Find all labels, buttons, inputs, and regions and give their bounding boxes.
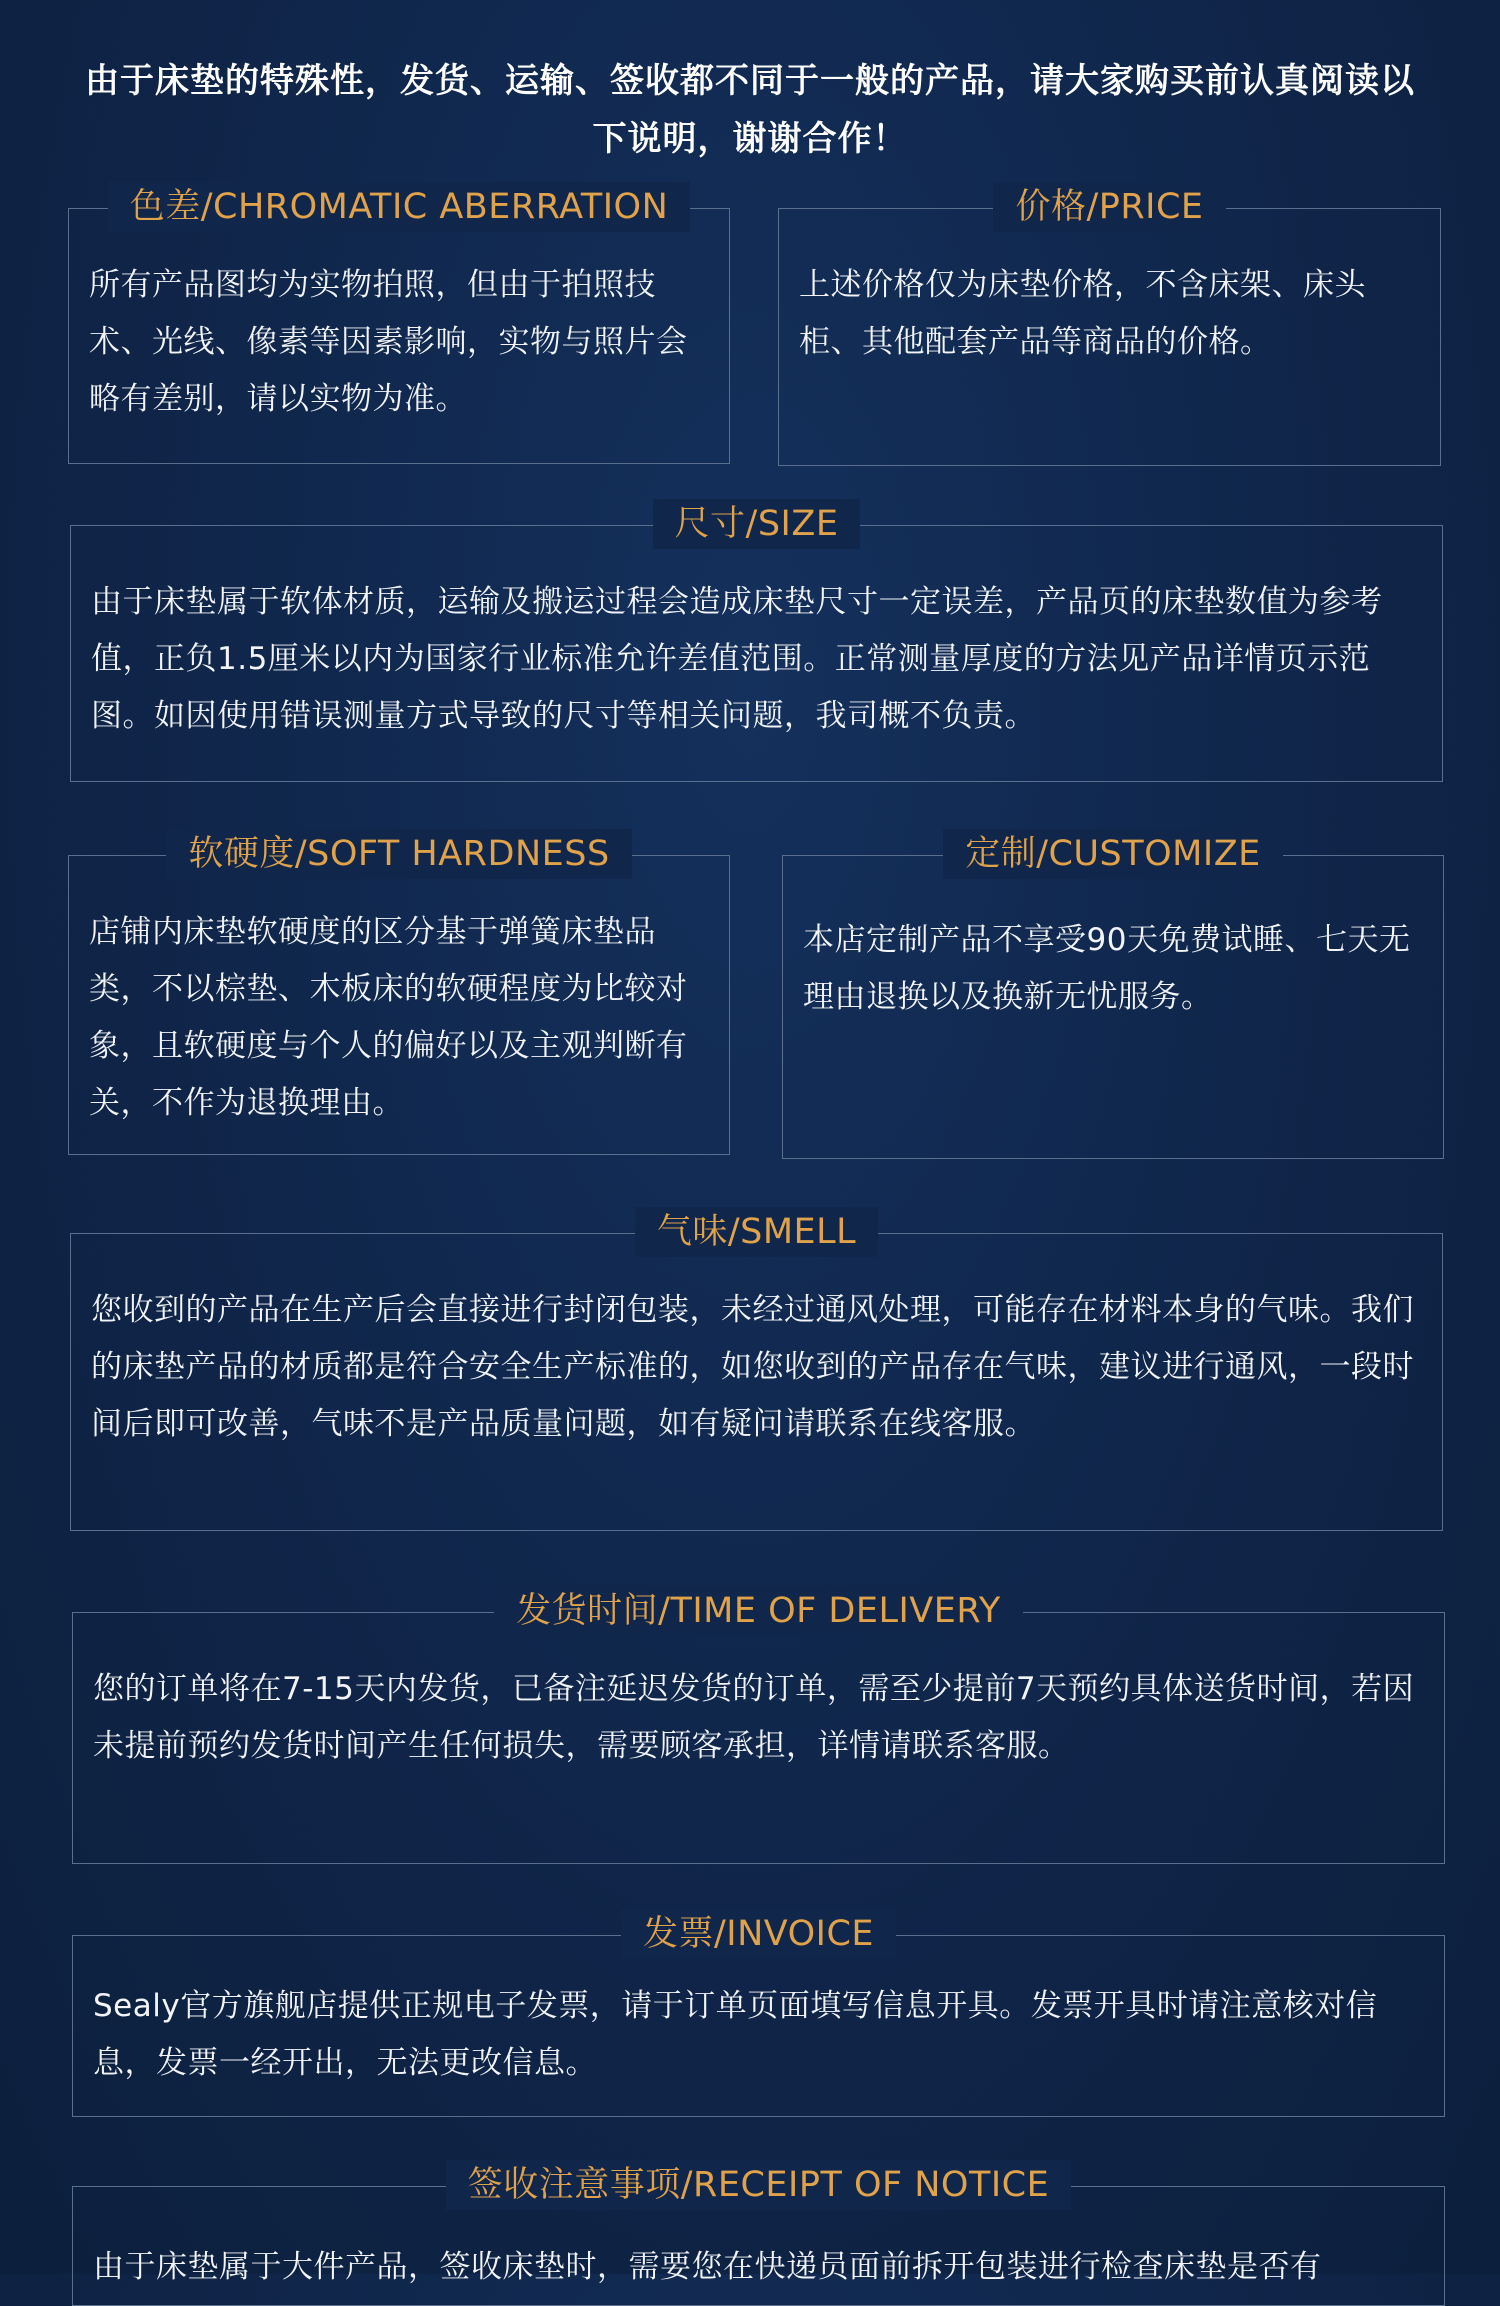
section-body: 本店定制产品不享受90天免费试睡、七天无理由退换以及换新无忧服务。 bbox=[803, 922, 1411, 1015]
section-smell bbox=[70, 1212, 1443, 1531]
section-invoice bbox=[72, 1914, 1445, 2117]
intro-text: 由于床垫的特殊性，发货、运输、签收都不同于一般的产品，请大家购买前认真阅读以下说明，谢谢合作！ bbox=[85, 61, 1415, 159]
section-delivery bbox=[72, 1591, 1445, 1864]
section-customize bbox=[782, 834, 1444, 1159]
section-price bbox=[778, 187, 1441, 466]
section-hardness bbox=[68, 834, 730, 1155]
section-title: 发票/INVOICE bbox=[621, 1909, 896, 1959]
section-receipt bbox=[72, 2165, 1445, 2306]
section-title: 气味/SMELL bbox=[635, 1207, 878, 1257]
section-title: 定制/CUSTOMIZE bbox=[943, 829, 1283, 879]
section-size bbox=[70, 504, 1443, 782]
section-body: 上述价格仅为床垫价格，不含床架、床头柜、其他配套产品等商品的价格。 bbox=[799, 267, 1366, 360]
section-chromatic bbox=[68, 187, 730, 464]
section-title: 价格/PRICE bbox=[993, 182, 1225, 232]
section-body: Sealy官方旗舰店提供正规电子发票，请于订单页面填写信息开具。发票开具时请注意核对信息，发票一经开出，无法更改信息。 bbox=[93, 1988, 1378, 2081]
section-body: 您的订单将在7-15天内发货，已备注延迟发货的订单，需至少提前7天预约具体送货时间，若因未提前预约发货时间产生任何损失，需要顾客承担，详情请联系客服。 bbox=[93, 1671, 1415, 1764]
section-title: 发货时间/TIME OF DELIVERY bbox=[494, 1586, 1023, 1636]
section-title: 软硬度/SOFT HARDNESS bbox=[166, 829, 631, 879]
section-body: 由于床垫属于软体材质，运输及搬运过程会造成床垫尺寸一定误差，产品页的床垫数值为参考值，正负1.5厘米以内为国家行业标准允许差值范围。正常测量厚度的方法见产品详情页示范图。如因使用错误测量方式导致的尺寸等相关问题，我司概不负责。 bbox=[91, 584, 1383, 734]
section-body: 您收到的产品在生产后会直接进行封闭包装，未经过通风处理，可能存在材料本身的气味。我们的床垫产品的材质都是符合安全生产标准的，如您收到的产品存在气味，建议进行通风，一段时间后即可改善，气味不是产品质量问题，如有疑问请联系在线客服。 bbox=[91, 1292, 1414, 1442]
section-body: 所有产品图均为实物拍照，但由于拍照技术、光线、像素等因素影响，实物与照片会略有差别，请以实物为准。 bbox=[89, 267, 688, 417]
section-title: 尺寸/SIZE bbox=[653, 499, 861, 549]
section-body: 由于床垫属于大件产品，签收床垫时，需要您在快递员面前拆开包装进行检查床垫是否有 bbox=[93, 2249, 1322, 2285]
section-title: 色差/CHROMATIC ABERRATION bbox=[108, 182, 691, 232]
section-title: 签收注意事项/RECEIPT OF NOTICE bbox=[446, 2160, 1072, 2210]
section-body: 店铺内床垫软硬度的区分基于弹簧床垫品类，不以棕垫、木板床的软硬程度为比较对象，且软硬度与个人的偏好以及主观判断有关，不作为退换理由。 bbox=[89, 914, 688, 1121]
